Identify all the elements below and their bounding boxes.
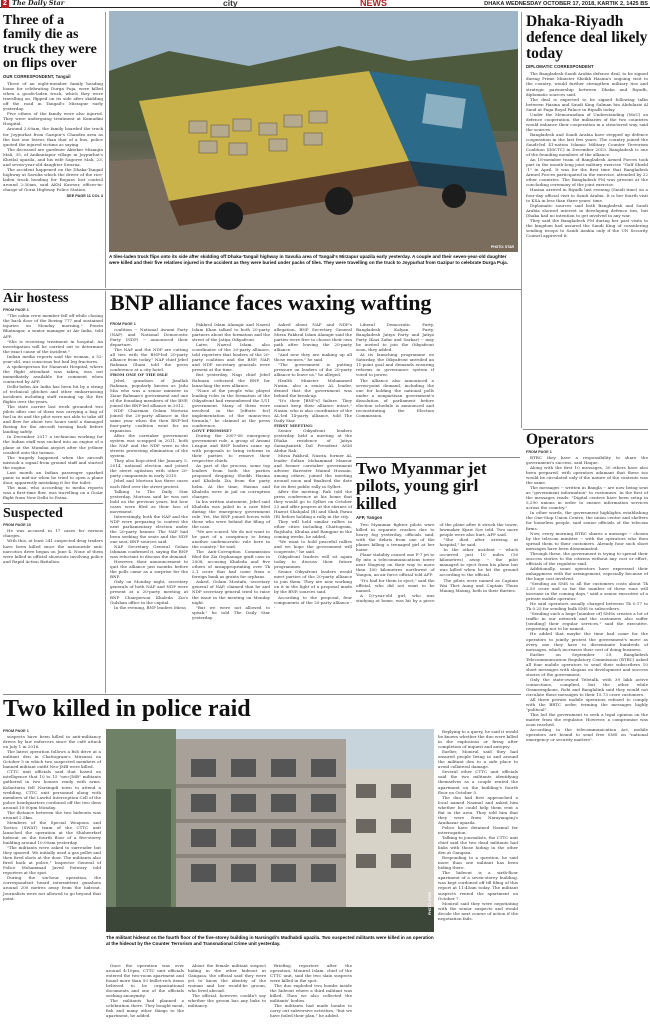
bnp-paragraph: Fakhrul Islam Alamgir and Nazrul Islam Khan talked to both 20-party partners about the formation and the street of the Jatiya Oikyafront.: [192, 322, 270, 343]
operators-story: [526, 432, 648, 743]
bnp-paragraph: As part of the process, some top leaders from both the parties proposed dropping Sheikh Hasina and Khaleda Zia from the party helm. At the time, Hasina and Khaleda were in jail on corruption charges.: [192, 463, 270, 499]
bnp-paragraph: NAP Secretary General Golam Ishmam confirmed it, saying the BNP was reluctant to discuss the demand.: [110, 544, 188, 560]
bnp-paragraph: During the 2007-08 emergency government rule, a group of Awami League and BNP leaders came up with proposals to bring reforms in their parties to remove their respective chiefs.: [192, 433, 270, 464]
bnp-paragraph: NDP Chairman Golam Mortoza joined the 20-party alliance in the same year when the then BNP-led four-party coalition went for an expansion.: [110, 407, 188, 433]
bnp-paragraph: "But we were not allowed to speak," he told The Daily Star yesterday.: [192, 604, 270, 620]
air-hostess-paragraph: Indian media reports said the woman, a 52-year-old, was conscious but had leg fractures.: [3, 353, 103, 364]
police-paragraph: Talking to journalists, the CTTC unit chief said the two dead militants had links with those hiding in the other den at Gangasa.: [438, 834, 518, 856]
police-paragraph: The official, however, couldn't say whether the groom has any links to militancy.: [188, 993, 266, 1009]
police-paragraph: Responding to a question, he said more than one militant has been hiding there.: [438, 855, 518, 871]
bnp-paragraph: After the meeting, Rab told the press conference at his home that they would go to Sylhet on October 23 and offer prayers at the shrines of Hazrat Shahjalal (R) and Shah Paran (R) before holding a rally in the city.: [274, 488, 352, 519]
defence-headline[interactable]: Dhaka-Riyadh defence deal likely today: [526, 13, 648, 62]
truck-photo-caption: A tiles-laden truck flips onto its side after skidding off Dhaka-Tangail highway in Savulia area of Tangail's Mirzapur upazila early yesterday. A couple and their seven-year-old daughter were killed and their five relatives injured in the accident as they were buried under packs of tiles. They were travelling on the truck to Joypurhat from Gazipur to celebrate Durga Puja.: [109, 254, 508, 265]
bnp-paragraph: Later, Nazrul Islam, also coordinator of the 20-party alliance, told reporters that leaders of the 20-party coalition and the BNP, NAP, and NDP secretary generals were present at the time.: [192, 342, 270, 373]
bnp-paragraph: Mirza Fakhrul, Nasrin, former AL leader Sultan Mohammad Mansur and former caretaker government adviser Barrister Mainul Hossain, among others, joined the meeting around noon and finalised the date for its first public rally in Sylhet.: [274, 453, 352, 489]
bnp-paragraph: Jebel, grandson of Jiaullah Rahman, popularly known as Jadu Mia who was a senior minister in Ziaur Rahman's government and one of the founding members of the BNP, joined the BNP-led alliance in 2012.: [110, 377, 188, 408]
defence-byline: DIPLOMATIC CORRESPONDENT: [526, 64, 594, 70]
bnp-paragraph: In the evening, BNP leaders Mirza: [114, 604, 186, 610]
operators-paragraph: Through these, the government is trying to spread their success stories to the citizens without any cost or effort, officials of the regulator said.: [526, 550, 648, 566]
bnp-paragraph: The Anti-Corruption Commission filed the Zia Orphanage graft case in 2008, accusing Khaleda and five others of misappropriating over Tk 2.1 crore that had come from a foreign bank as grants for orphans.: [192, 549, 270, 580]
bnp-paragraph: Only on Monday night, secretary generals of both NAP and NDP were present at a 20-party meeting at BNP Chairperson Khaleda Zia's Gulshan office in the capital.: [110, 579, 188, 605]
police-from-page[interactable]: FROM PAGE 1: [3, 729, 29, 733]
suspected-paragraph: He was accused in 17 cases for various charges.: [3, 528, 103, 539]
hideout-photo-credit: PHOTO: STAR: [428, 892, 432, 916]
police-paragraph: suspects have been killed in anti-militancy drives by law enforcers since the café attack on July 1 in 2016.: [3, 734, 101, 750]
air-hostess-from-page[interactable]: FROM PAGE 1: [3, 308, 29, 313]
myanmar-story: [356, 460, 518, 603]
operators-paragraph: BTRC they have a responsibility to share the government's success, said Haque.: [526, 454, 648, 465]
air-hostess-paragraph: "She is receiving treatment in hospital. An investigation will be carried out to determine the exact cause of the incident.": [3, 338, 103, 354]
air-hostess-paragraph: The man, who according to media reports was a first-time flier, was travelling on a GoAir flight from New Delhi to Patna.: [3, 484, 103, 500]
bnp-paragraph: They also boycotted the January 5, 2014, national election and joined the street agitation with other 20-party components in early 2015.: [110, 458, 188, 479]
bnp-paragraph: Health Minister Mohammed Nasim, also a senior AL leader, denied that the government was behind the break-up.: [274, 377, 352, 398]
family-paragraph: Around 2:00am, the family boarded the truck for Joypurhat from Gazipur's Chandra area as the fast one leaves than that of a bus, police quoted the injured victims as saying.: [3, 126, 103, 147]
bnp-paragraph: The NAP and the NDP are cutting all ties with the BNP-led 20-party alliance from today," NAP chief Jebel Rahman Ghani told the press conference at a city hotel.: [110, 347, 188, 373]
operators-paragraph: All three private mobile operators refused to comply with the BRTC order, terming the messages highly "political".: [526, 697, 648, 713]
suspected-paragraph: With this, at least 241 suspected drug traders have been killed since the nationwide anti-narcotics drive began on June 4. None of them were killed in official shootouts involving police and Rapid Action Battalion.: [3, 538, 103, 564]
police-col-2: [106, 963, 184, 1019]
police-paragraph: The duo had first approached a local named Nazmul and asked him whether he could help them rent a flat in the area. They told him that they were from Narayanganj's Araihazar upazila.: [438, 794, 518, 825]
bnp-paragraph: Senior Oikyafront leaders yesterday held a meeting at the Dhaka residence of Jatiya Samajtantrik Dal President ASM Abdur Rab.: [274, 427, 352, 454]
police-paragraph: The latest operation follows a fish drive at a militant den in Chattogram's Mirsarai on October 5 in which two suspected members of banned militant outfit Neo-JMB were killed.: [3, 749, 101, 770]
bnp-paragraph: At its launching programme on Saturday, the Oikyafront unveiled an 11-point goal and demands ensuring reforms in governance system if voted to power.: [356, 352, 434, 378]
police-paragraph: The distance between the two hideouts was around 2.5km.: [3, 809, 101, 820]
police-headline[interactable]: Two killed in police raid: [3, 696, 251, 722]
defence-paragraph: The deal is expected to be signed following talks between Hasina and Saudi King Salman bin Abdulaziz Al Saud at Faga Royal Palace in Riyadh today.: [526, 96, 648, 112]
myanmar-paragraph: The pilots were named as Captain Wai Thet Aung and Captain Thura Maung Maung, both in their thirties.: [439, 577, 518, 593]
police-paragraph: Monirul said they were negotiating with the senior suspects and would decide the next course of action if the negotiation fails.: [438, 900, 518, 921]
operators-paragraph: "Sending an SMS to all the customers costs about Tk 2.50 crore and so far the number of these runs will increase in the coming days," said a senior executive of a private mobile operator.: [526, 581, 648, 602]
operators-paragraph: He said operators usually charged between Tk 0.17 to Tk 0.25 for sending bulk SMS to subscribers.: [526, 601, 648, 612]
police-paragraph: The duo exploded two bombs inside the hideout where a third militant was killed. Then we also collected the militants' bodies.: [270, 983, 352, 1004]
bnp-col-4: [356, 322, 434, 418]
defence-body: [526, 71, 648, 238]
bnp-subhead-1: FROM ONE OF THE ISLE: [110, 372, 168, 378]
section-right-label: NEWS: [360, 0, 387, 8]
police-paragraph: The hideout is a sixth-floor apartment of a seven-storey building, was kept cordoned off till filing of this report at 11:45am today. The militant suspects rented the apartment on October 7.: [438, 870, 518, 901]
family-paragraph: Five others of the family were also injured. They were undergoing treatment at Kumudini Hospital.: [3, 111, 103, 127]
police-paragraph: Police have detained Nazmul for interrogation.: [438, 824, 518, 835]
bnp-paragraph: Jebel and Mortoza has three cases each filed over the street protest.: [110, 478, 188, 489]
paper-name[interactable]: The Daily Star: [12, 0, 65, 7]
truck-photo-credit: PHOTO: STAR: [490, 245, 514, 249]
bnp-subhead-3: FIRST MEETING: [274, 422, 313, 428]
air-hostess-body: [3, 313, 103, 500]
bnp-paragraph: "We want to hold peaceful rallies and we hope the government will cooperate," he said.: [274, 539, 352, 555]
air-hostess-story: [3, 292, 103, 564]
police-col-5: [438, 729, 518, 921]
bnp-paragraph: They will hold similar rallies in other cities including Chattogram, Rajshahi, Khulna and Rangpur in the coming weeks, he added.: [274, 518, 352, 539]
family-paragraph: The deceased are gardener Akteker Mizanjin Mali, 35, of Anikantapur village in Joypurhat's Khetlal upazila, and his wife Sagoree Mali, 23, and seven-year-old daughter Swarna.: [3, 146, 103, 167]
bnp-paragraph: "The government is putting pressure on leaders of the 20-party alliance to leave us," he alleged.: [274, 362, 352, 378]
bnp-paragraph: In his written statement, Jebel said Khaleda was jailed in a case filed during the emergency government rule. Yet, the BNP joined forces with those who were behind the filing of the case.: [192, 498, 270, 529]
bnp-paragraph: Oikyafront leaders will sit again today to discuss their future programmes.: [274, 554, 352, 570]
defence-paragraph: They said the Bangladesh PM during her past visits to the kingdom had assured the Saudi King of considering sending troops to Saudi Arabia only if the UN Security Council approved it.: [526, 217, 648, 238]
myanmar-body: [356, 522, 518, 603]
page-dateline: DHAKA WEDNESDAY OCTOBER 17, 2018, KARTIK 2, 1425 BS: [484, 1, 648, 7]
operators-paragraph: The messages -- written in Bangla -- are now being sent as "government information" to customers. In the first of the messages reads: "Digital centres have been setup in 5,290 unions in order to ensure information services across the country.": [526, 485, 648, 511]
operators-body: [526, 455, 648, 743]
truck-accident-photo: [109, 11, 518, 252]
operators-paragraph: Additionally, some operators have expressed their unhappiness with the arrangement, especially because of the huge cost involved.: [526, 565, 648, 581]
operators-paragraph: He added that maybe the time had come for the operators to jointly protest the government's move as every one they have to disseminate hundreds of messages, which increases their cost of doing business.: [526, 631, 648, 652]
bnp-paragraph: "We are scared. We do not want to be part of a conspiracy to bring another undemocratic rule here in the country." he said.: [192, 528, 270, 550]
family-paragraph: The accident happened on the Dhaka-Tangail highway at Savulia which the driver of the rice-laden truck heading for Bogura lost control around 2:30am, said AKM Kawser, officer-in-charge of Gorai Highway Police Station.: [3, 166, 103, 193]
family-body: [3, 81, 103, 192]
bnp-paragraph: "And now they are making up all those excuses," he said.: [274, 352, 352, 363]
police-col-3: [188, 963, 266, 1008]
police-paragraph: During the six-hour operation, the correspondent heard intermittent gunshots around 200 metres away from the hideout. Journalists were not allowed to go beyond that point.: [3, 875, 101, 901]
bnp-paragraph: According to the proposal, four components of the 20-party alliance --: [274, 594, 352, 610]
page-header: [0, 0, 650, 8]
air-hostess-paragraph: A spokesperson for Nanavati Hospital, where the flight attendant was taken, was not immediately available for comment when contacted by AFP.: [3, 363, 103, 384]
bnp-paragraph: Asked, Golam Mostafa, secretary general of NAP, claimed that he and NDP secretary general tried to raise the issue in the meeting on Monday night.: [192, 579, 270, 605]
operators-paragraph: Now, every morning BTRC shares a message -- chosen by the telecom minister -- with the operators who then spread them to their customers. Already four such short messages have been disseminated.: [526, 530, 648, 551]
air-hostess-headline[interactable]: Air hostess: [3, 291, 69, 306]
police-paragraph: About the female militant suspect hiding in the other hideout at Gangasa, the official said they were yet to know the identity of the woman and her would-be groom, who lived abroad.: [188, 963, 266, 994]
bnp-paragraph: Asked about NAP and NDP's allegation, BNP Secretary General Mirza Fakhrul Islam Alamgir said the parties were free to choose their own path after leaving the 20-party alliance.: [274, 322, 352, 353]
police-col-4: [270, 963, 352, 1019]
myanmar-paragraph: "She died after arriving at hospital," he said.: [439, 537, 518, 548]
police-paragraph: "The militants were asked to surrender but they ignored. We initially used a gas pellet and then fired shots at the door. The militants also fired back at police," Inspector General of Police Mohammad Javed Patwary told reporters at the spot.: [3, 845, 101, 876]
suspected-headline[interactable]: Suspected: [3, 506, 63, 522]
bnp-paragraph: After the caretaker government system was scrapped in 2011, both the NAP and the NDP were in the streets protesting elimination of the system.: [110, 433, 188, 459]
police-paragraph: Briefing reporters after the operation, Monirul Islam, chief of the CTTC unit, said the two slain suspects were killed in the spot.: [270, 963, 352, 984]
bnp-from-page[interactable]: FROM PAGE 1: [110, 322, 136, 326]
operators-paragraph: "Sending such a huge [number of] SMSs creates a lot of traffic in our network and the customers also suffer [sending] their regular services," said the executive, requesting not to be named.: [526, 611, 648, 632]
defence-paragraph: An 18-member team of Bangladesh Armed Forces took part in the month-long joint military exercise "Gulf Shield -1" in April. It was for the first time that Bangladesh Armed Forces participated in the exercise, attended by 22 other countries. The Bangladesh PM was present at the concluding ceremony of the joint exercise.: [526, 157, 648, 188]
bnp-col-3: [274, 322, 352, 610]
bnp-paragraph: Liberal Democratic Party, Bangladesh Kalyan Party, Bangladesh Jatiya Party and Jatiya Party (Kazi Zafar and Sarkar) -- may be invited to join the Oikyafront soon, they added.: [356, 322, 434, 353]
bnp-paragraph: The alliance also announced a seven-point demand, including the one for holding the national polls under a nonpartisan government's dissolution of parliament before election schedule is announced and reconstituting the Election Commission.: [356, 377, 434, 418]
air-hostess-paragraph: Delhi-laden Air India has been hit by a string of technical glitches and other embarrassing incidents including staff running up the fire flights over the years.: [3, 383, 103, 405]
defence-paragraph: Diplomatic sources said both Bangladesh and Saudi Arabia showed interest in developing defence ties, but Dhaka had no intention to get involved in any war.: [526, 202, 648, 218]
family-story: [3, 14, 103, 198]
police-col-1: [3, 729, 101, 901]
air-hostess-paragraph: The state carrier last week grounded two pilots after one of them was carrying a bag of fuel in its and the pilot were not able to take off and flew for about two hours until a damaged Boeing for the aircraft turning back before landing safely.: [3, 404, 103, 435]
air-hostess-paragraph: The tragedy happened when the aircraft mistook a signal from ground staff and started the engine.: [3, 454, 103, 470]
myanmar-byline: AFP, Yangon: [356, 514, 383, 520]
suspected-from-page[interactable]: FROM PAGE 10: [3, 523, 31, 528]
operators-paragraph: Earlier on September 29, Bangladesh Telecommunication Regulatory Commission (BTRC) asked all four mobile operators to send their subscribers 10 short messages with slogans on development and success stories of the government.: [526, 651, 648, 677]
air-hostess-paragraph: In December 2017 a technician working for the Indian staff was sucked into an engine of a plane at the Mumbai airport after the jetliner crashed onto the tarmac.: [3, 434, 103, 455]
myanmar-paragraph: Plane stability caused one F-7 jet to fly into a telecommunications tower near Magway on their way to more than 100 kilometres northwest of Yangon, an air force official told AFP.: [356, 552, 435, 578]
operators-paragraph: This led the government to seek a legal opinion on the matter from the regulator. However, a compromise was soon reached.: [526, 712, 648, 728]
defence-paragraph: Bangladesh and Saudi Arabia have stepped up defence cooperation in the last few years. The country joined the Saudi-led 41-nation Islamic Military Counter Terrorism Coalition (IMCTC) in December 2015. Bangladesh is one of the founding members of the alliance.: [526, 131, 648, 158]
family-headline[interactable]: Three of a family die as truck they were on flips over: [3, 13, 97, 71]
police-paragraph: CTTC unit officials said that based on intelligence that 10 to 15 "neo-JMB" militants gathered in two houses ready with arms. Kolonturin fell Narsingdi town to attend a wedding. CTTC unit personnel along with members of the Lawful Interception Cell of the police headquarters cordoned off the two dens around 10:00pm Monday.: [3, 769, 101, 810]
police-paragraph: The militants had made bombs to carry out subversive activities, "but we have foiled their plan," he added.: [270, 1003, 352, 1019]
hideout-photo-caption: The militant hideout on the fourth floor of the five-storey building in Narsingdi's Madhabdi upazila. Two suspected militants were killed in an operation at the hideout by the Counter Terrorism and Transnational Crime unit yesterday.: [106, 935, 434, 946]
bnp-paragraph: "None of the people who played leading roles in the formation of the Oikyafront had remembered the 1/11 government. Many of them were involved in the [efforts for] implementation of the minus-two formula," he claimed at the press conference.: [192, 387, 270, 428]
bnp-paragraph: "It's their [BNP's] failure. They cannot keep their alliance intact," Nasim, who is also coordinator of the AL-led 14-party alliance, told The Daily Star.: [274, 397, 352, 423]
bnp-paragraph: coalition -- National Awami Party (NAP) and National Democratic Party (NDP) -- announced their departure.: [110, 327, 188, 348]
operators-paragraph: Along with the first 10 messages, 30 others have also been prepared, with operators adamant that these too would be circulated only if the nature of the contents was the same.: [526, 464, 648, 486]
air-hostess-paragraph: "The cabin crew member fell off while closing the back door of the Boeing 777 and sustained injuries on Monday morning," Pravin Bhatnagar, a senior manager at Air India, told AFP.: [3, 313, 103, 339]
bnp-paragraph: Interestingly, both the NAP and the NDP were preparing to contest the next parliamentary election under the 20-party banner. The NAP had been seeking the seats and the NDP one seat, BNP sources said.: [110, 513, 188, 545]
defence-story: [526, 14, 648, 238]
operators-paragraph: According to the telecommunication Act, mobile operators are bound to send free SMS on "national emergency or security matters".: [526, 727, 648, 743]
defence-paragraph: Under the Memorandum of Understanding (MoU) on defence cooperation, the militaries of the two countries would enhance their cooperation in a structured way, said the sources.: [526, 111, 648, 132]
air-hostess-paragraph: Last month an Indian passenger sparked panic in mid-air when he tried to open a plane door, apparently mistaking it for the toilet.: [3, 469, 103, 485]
bnp-subhead-2: GOVT PROMISE?: [192, 427, 232, 433]
bnp-paragraph: Senior Oikyafront leaders would meet parties of the 20-party alliance to join them. They are now working on it in the light of a proposal made by the BNP, sources said.: [274, 569, 352, 595]
page-number: 2: [1, 0, 9, 8]
operators-paragraph: Only the state-owned Teletalk, with 39 lakh active connections, complied, but the other while Grameenphone, Robi and Banglalink said they would not circulate these messages to their 15.73 crore customers.: [526, 676, 648, 698]
police-paragraph: Members of the Special Weapons and Tactics (SWAT) team of the CTTC unit launched the operation at the Shaheerfarf hideout on the fourth floor of a five-storey building around 10:00am yesterday.: [3, 819, 101, 846]
operators-headline[interactable]: Operators: [526, 431, 595, 448]
operators-paragraph: In other words, the government highlights establishing the One-Stop Union Centre, the union centre and shelters for homeless people, said senior officials of the telecom firms.: [526, 510, 648, 531]
bnp-paragraph: But yesterday, Nagi chief Jebel Rahman criticised the BNP for launching the new alliance.: [192, 372, 270, 388]
police-paragraph: Replying to a query, he said it would be known whether the duo were killed in the explosions or firing after completion of inquest and autopsy.: [438, 729, 518, 750]
defence-paragraph: The Bangladesh-Saudi Arabia defence deal, to be signed during Prime Minister Sheikh Hasina's ongoing visit to the country, would further strengthen military ties and strategic partnership between Dhaka and Riyadh, diplomatic sources said.: [526, 71, 648, 97]
operators-from-page[interactable]: FROM PAGE 1: [526, 449, 552, 454]
section-left-label: city: [223, 0, 238, 8]
police-paragraph: The militants had planned a celebration there. They bought meat, fish and many other things to the apartment, he added.: [106, 998, 184, 1019]
bnp-paragraph: However, their announcement to quit the alliance just months before the polls came as a surprise for the BNP.: [110, 559, 188, 580]
myanmar-paragraph: "It's bad for them to eject," said the official, who did not want to be named.: [356, 577, 435, 593]
family-see-page[interactable]: SEE PAGE 11 COL 3: [66, 194, 103, 199]
bnp-headline[interactable]: BNP alliance faces waxing wafting: [110, 290, 432, 315]
bnp-col-1: [110, 322, 188, 610]
myanmar-paragraph: Two Myanmar fighter pilots were killed in separate crashes due to heavy fog yesterday, officials said, with the debris from one of the planes killing a teenaged girl at her home.: [356, 521, 435, 553]
bnp-col-2: [192, 322, 270, 620]
police-paragraph: Once the operation was over around 4:10pm, CTTC unit officials entered the two-room apartment and found more than 50 bullet-rich items believed to be organisational documents and one of the officials seeking anonymity.: [106, 963, 184, 999]
defence-paragraph: Hasina arrived in Riyadh last evening (Saudi time) on a four-day official visit to Saudi Arabia. It is her fourth visit to KSA in less than three years' time.: [526, 187, 648, 203]
police-paragraph: Several other CTTC unit officials said the two militants identifying themselves as a couple rented the apartment on the building's fourth floor on October 5.: [438, 769, 518, 795]
bnp-paragraph: Talking to The Daily Star yesterday, Mortoza said he was not bold on the previous years, but how cases were filed as their loss of movement.: [110, 488, 188, 514]
myanmar-paragraph: A 10-year-old girl, who was studying at home, was hit by a piece of the plane after it struck the tower, lawmaker Kyaw Soe told. Two more people were also hurt, AFP said.: [356, 521, 518, 603]
police-paragraph: Earlier, Monirul said they had ensured people living in and around the militant den to a safe place to avoid collateral damage.: [438, 749, 518, 770]
family-paragraph: Three of an eight-member family heading home for celebrating Durga Puja, were killed when a goods-laden truck, which they were travelling on, flipped on its side after skidding off the road in Tangail's Mirzapur early yesterday.: [3, 81, 103, 112]
family-byline: OUR CORRESPONDENT, Tangail: [3, 74, 71, 80]
myanmar-headline-visible[interactable]: Two Myanmar jet pilots, young girl killed: [356, 459, 487, 513]
suspected-body: [3, 528, 103, 563]
myanmar-paragraph: In the other incident -- which occurred just 10 miles (16 kilometres) away -- the pilot managed to eject from his plane but was killed when he hit the ground according to the official.: [439, 547, 518, 578]
militant-hideout-photo: [106, 729, 434, 932]
